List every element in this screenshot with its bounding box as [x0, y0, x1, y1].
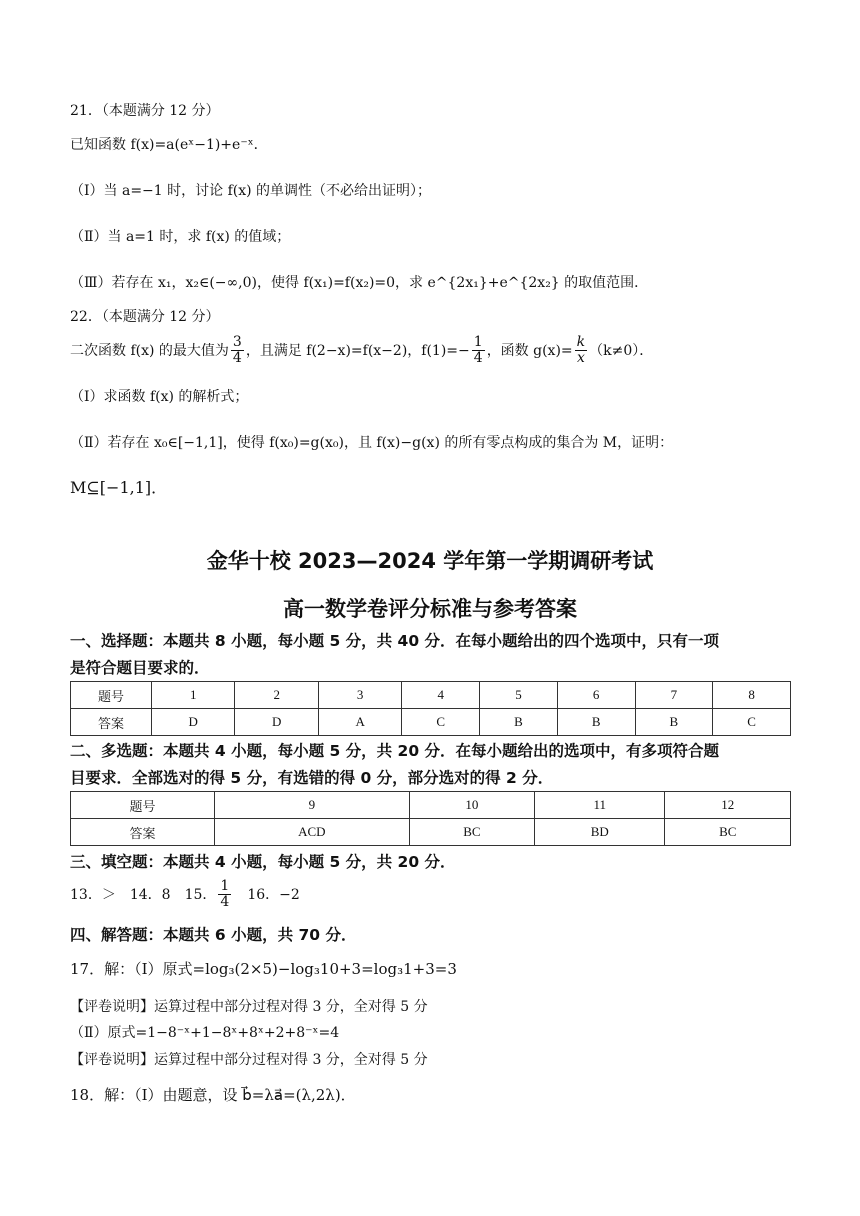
- answer-13: 13．＞: [70, 887, 116, 903]
- frac-denominator: x: [576, 349, 585, 366]
- section1-heading-line1: 一、选择题：本题共 8 小题，每小题 5 分，共 40 分．在每小题给出的四个选项中，只有一项: [70, 632, 720, 650]
- table-cell: C: [402, 709, 480, 736]
- q22-stem-c: ，函数 g(x)=: [486, 343, 573, 359]
- table-cell: D: [235, 709, 318, 736]
- doc-title: 金华十校 2023—2024 学年第一学期调研考试: [206, 549, 654, 573]
- section1-answer-table: [70, 681, 791, 736]
- table-cell: 5: [480, 682, 558, 709]
- frac-numerator: 1: [220, 877, 230, 894]
- answer-15-label: 15．: [184, 887, 217, 903]
- table-cell: D: [152, 709, 235, 736]
- q22-header: 22．（本题满分 12 分）: [70, 309, 220, 325]
- q22-frac-f1: [472, 335, 485, 365]
- q22-part2: （Ⅱ）若存在 x₀∈[−1,1]，使得 f(x₀)=g(x₀)，且 f(x)−g(x) 的所有零点构成的集合为 M，证明：: [70, 435, 674, 451]
- doc-subtitle: 高一数学卷评分标准与参考答案: [283, 597, 577, 621]
- row-label: 答案: [71, 709, 152, 736]
- section3-answers: [70, 872, 300, 916]
- row-label: 题号: [71, 792, 215, 819]
- q22-frac-g: [575, 335, 587, 365]
- table-cell: B: [635, 709, 713, 736]
- answer-16: 16．−2: [247, 887, 300, 903]
- solution-17-note1: 【评卷说明】运算过程中部分过程对得 3 分，全对得 5 分: [70, 999, 428, 1015]
- frac-denominator: 4: [220, 893, 230, 910]
- table-cell: 12: [665, 792, 791, 819]
- table-cell: 9: [215, 792, 410, 819]
- section2-heading-line1: 二、多选题：本题共 4 小题，每小题 5 分，共 20 分．在每小题给出的选项中，有多项符合题: [70, 742, 720, 760]
- q22-stem-a: 二次函数 f(x) 的最大值为: [70, 343, 229, 359]
- section1-heading-line2: 是符合题目要求的．: [70, 659, 210, 677]
- table-row: [71, 709, 791, 736]
- q21-header: 21．（本题满分 12 分）: [70, 103, 220, 119]
- row-label: 答案: [71, 819, 215, 846]
- q21-part2: （Ⅱ）当 a=1 时，求 f(x) 的值域；: [70, 229, 291, 245]
- table-row: [71, 792, 791, 819]
- section2-heading-line2: 目要求．全部选对的得 5 分，有选错的得 0 分，部分选对的得 2 分．: [70, 769, 554, 787]
- solution-18-part1: 18．解：（Ⅰ）由题意，设 b⃗=λa⃗=(λ,2λ)．: [70, 1086, 356, 1104]
- answer-15: [185, 879, 234, 909]
- row-label: 题号: [71, 682, 152, 709]
- table-cell: BC: [409, 819, 534, 846]
- table-row: [71, 682, 791, 709]
- table-cell: 6: [557, 682, 635, 709]
- frac-denominator: 4: [473, 349, 483, 366]
- section2-answer-table: [70, 791, 791, 846]
- q22-part1: （Ⅰ）求函数 f(x) 的解析式；: [70, 389, 249, 405]
- q22-part2-cont: M⊆[−1,1]．: [70, 478, 168, 497]
- table-cell: B: [557, 709, 635, 736]
- table-cell: 11: [535, 792, 665, 819]
- solution-17-part2: （Ⅱ）原式=1−8⁻ˣ+1−8ˣ+8ˣ+2+8⁻ˣ=4: [70, 1025, 340, 1041]
- table-cell: A: [318, 709, 401, 736]
- table-cell: C: [713, 709, 791, 736]
- frac-numerator: 1: [473, 333, 483, 350]
- q22-stem-b: ，且满足 f(2−x)=f(x−2)，f(1)=−: [245, 343, 470, 359]
- table-cell: 2: [235, 682, 318, 709]
- table-cell: B: [480, 709, 558, 736]
- q21-part3: （Ⅲ）若存在 x₁，x₂∈(−∞,0)，使得 f(x₁)=f(x₂)=0，求 e^{2x₁}+e^{2x₂} 的取值范围．: [70, 275, 649, 291]
- section3-heading: 三、填空题：本题共 4 小题，每小题 5 分，共 20 分．: [70, 853, 456, 871]
- table-cell: 10: [409, 792, 534, 819]
- frac-numerator: k: [576, 333, 586, 350]
- q22-stem-d: （k≠0）．: [589, 343, 654, 359]
- table-cell: 1: [152, 682, 235, 709]
- table-cell: 8: [713, 682, 791, 709]
- table-cell: 4: [402, 682, 480, 709]
- table-cell: BC: [665, 819, 791, 846]
- frac-numerator: 3: [232, 333, 242, 350]
- table-cell: ACD: [215, 819, 410, 846]
- answer-15-fraction: [218, 879, 231, 909]
- q22-frac-max: [231, 335, 244, 365]
- frac-denominator: 4: [232, 349, 242, 366]
- table-row: [71, 819, 791, 846]
- answer-14: 14．8: [129, 887, 171, 903]
- q21-part1: （Ⅰ）当 a=−1 时，讨论 f(x) 的单调性（不必给出证明）；: [70, 183, 432, 199]
- table-cell: 7: [635, 682, 713, 709]
- table-cell: 3: [318, 682, 401, 709]
- q22-stem: [70, 330, 653, 370]
- solution-17-part1: 17．解：（Ⅰ）原式=log₃(2×5)−log₃10+3=log₃1+3=3: [70, 960, 457, 978]
- q21-stem: 已知函数 f(x)=a(eˣ−1)+e⁻ˣ．: [70, 137, 268, 153]
- table-cell: BD: [535, 819, 665, 846]
- section4-heading: 四、解答题：本题共 6 小题，共 70 分．: [70, 926, 357, 944]
- solution-17-note2: 【评卷说明】运算过程中部分过程对得 3 分，全对得 5 分: [70, 1052, 428, 1068]
